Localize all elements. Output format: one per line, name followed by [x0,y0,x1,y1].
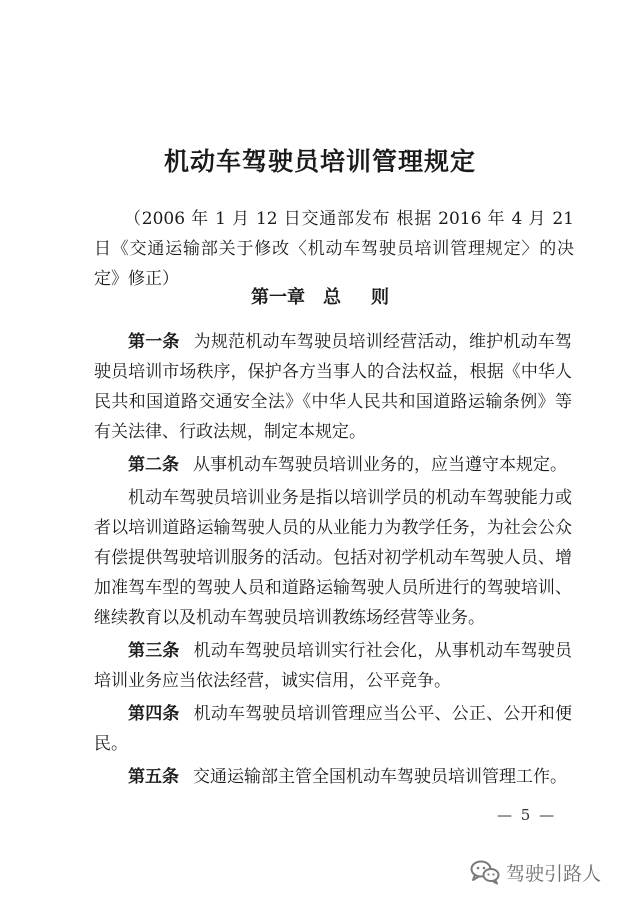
chapter-heading [0,283,640,309]
source-note: （2006 年 1 月 12 日交通部发布 根据 2016 年 4 月 21 日《交通运输部关于修改〈机动车驾驶员培训管理规定〉的决定》修正） [94,209,574,289]
article-paragraph [94,327,572,447]
article-paragraph [94,762,572,792]
article-text: 机动车驾驶员培训管理应当公平、公正、公开和便民。 [94,704,572,754]
article-text: 从事机动车驾驶员培训业务的，应当遵守本规定。 [193,455,567,475]
watermark [470,855,601,889]
chapter-word-2: 则 [371,287,389,308]
article-label: 第二条 [128,455,179,475]
article-label: 第五条 [128,767,179,787]
document-title: 机动车驾驶员培训管理规定 [163,147,476,176]
chapter-number: 第一章 [251,287,305,308]
watermark-text: 驾驶引路人 [506,862,602,885]
article-text: 交通运输部主管全国机动车驾驶员培训管理工作。 [193,767,567,787]
article-paragraph [94,483,572,633]
article-label: 第四条 [128,704,180,724]
article-paragraph [94,450,572,480]
article-paragraph [94,636,572,696]
article-label: 第一条 [128,332,180,352]
article-text: 机动车驾驶员培训实行社会化，从事机动车驾驶员培训业务应当依法经营，诚实信用，公平竞争。 [94,641,572,691]
article-text: 为规范机动车驾驶员培训经营活动，维护机动车驾驶员培训市场秩序，保护各方当事人的合法权益，根据《中华人民共和国道路交通安全法》《中华人民共和国道路运输条例》等有关法律、行政法规，制定本规定。 [94,332,572,442]
chapter-word-1: 总 [323,287,341,308]
article-label: 第三条 [128,641,180,661]
document-body [94,327,572,795]
article-paragraph [94,699,572,759]
wechat-icon [470,859,500,885]
page-number: — 5 — [497,806,557,824]
article-text: 机动车驾驶员培训业务是指以培训学员的机动车驾驶能力或者以培训道路运输驾驶人员的从业能力为教学任务，为社会公众有偿提供驾驶培训服务的活动。包括对初学机动车驾驶人员、增加准驾车型的驾驶人员和道路运输驾驶人员所进行的驾驶培训、继续教育以及机动车驾驶员培训教练场经营等业务。 [94,488,572,628]
